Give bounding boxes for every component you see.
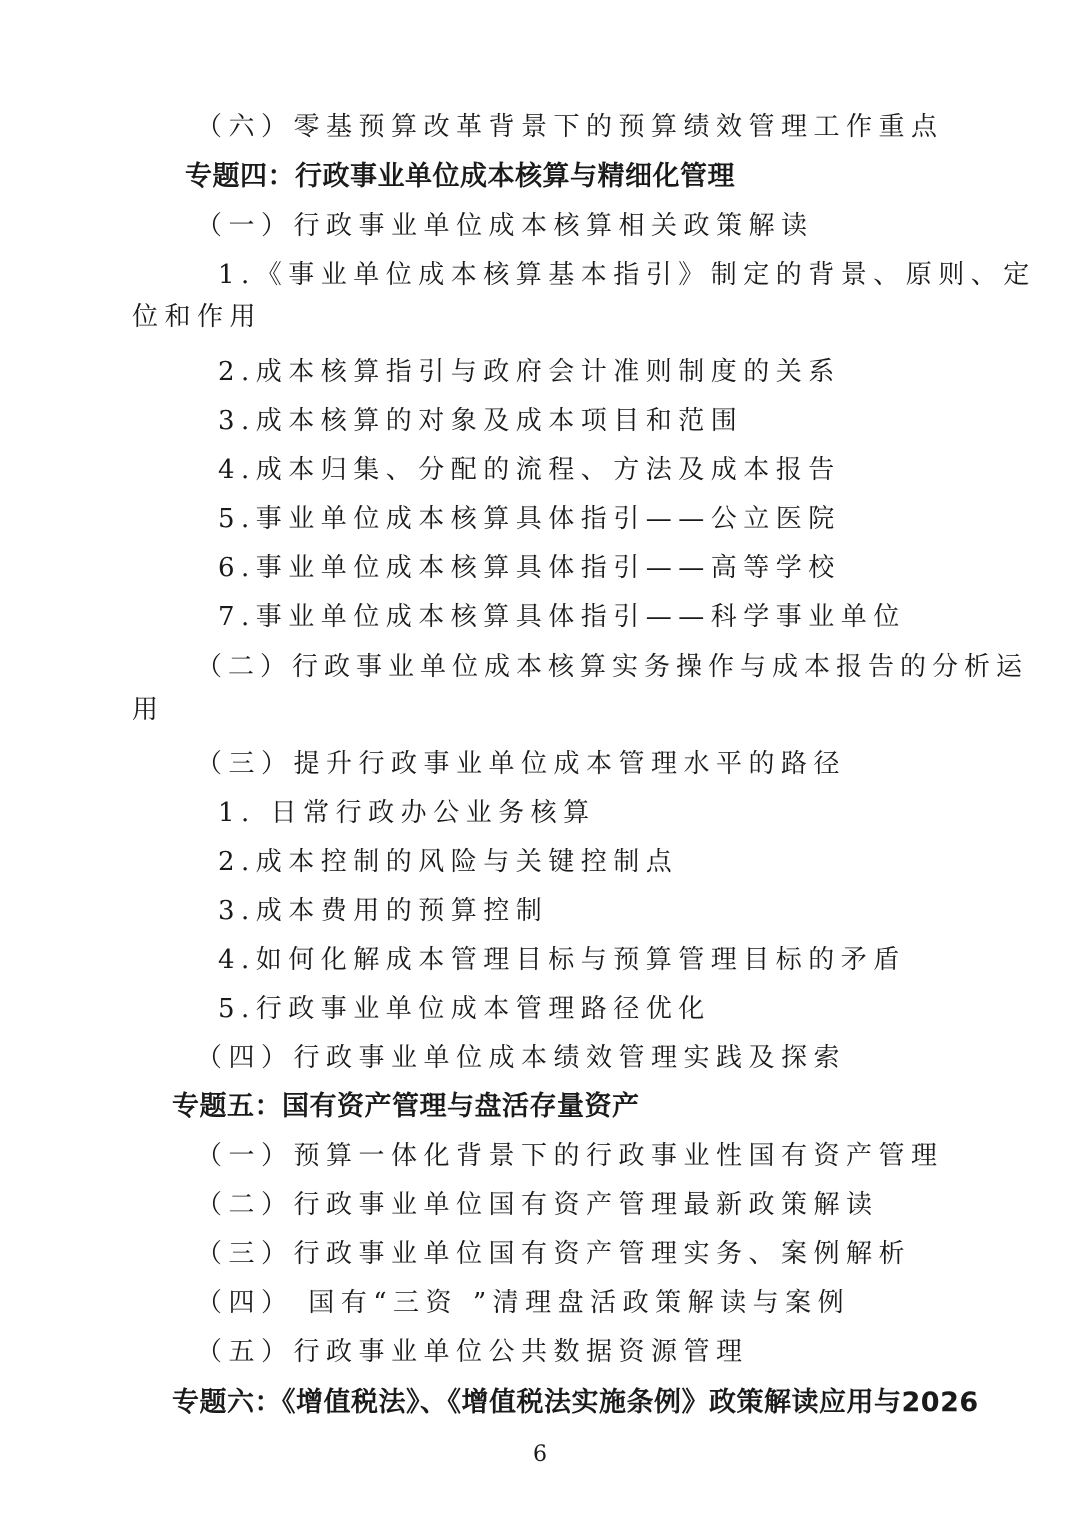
line-17: 3.成本费用的预算控制 <box>218 896 549 926</box>
line-10: 6.事业单位成本核算具体指引——高等学校 <box>218 553 841 583</box>
line-12: （二）行政事业单位成本核算实务操作与成本报告的分析运 <box>196 652 1029 682</box>
line-18: 4.如何化解成本管理目标与预算管理目标的矛盾 <box>218 945 906 975</box>
line-4: 1.《事业单位成本核算基本指引》制定的背景、原则、定 <box>218 260 1036 290</box>
line-23: （二）行政事业单位国有资产管理最新政策解读 <box>196 1190 879 1220</box>
heading-topic-6: 专题六：《增值税法》、《增值税法实施条例》政策解读应用与2026 <box>172 1387 979 1418</box>
line-13: 用 <box>132 695 165 725</box>
line-26: （五）行政事业单位公共数据资源管理 <box>196 1337 749 1367</box>
line-25: （四） 国有“三资 ”清理盘活政策解读与案例 <box>196 1288 851 1318</box>
line-8: 4.成本归集、分配的流程、方法及成本报告 <box>218 455 841 485</box>
line-6: 2.成本核算指引与政府会计准则制度的关系 <box>218 357 841 387</box>
line-16: 2.成本控制的风险与关键控制点 <box>218 847 679 877</box>
line-20: （四）行政事业单位成本绩效管理实践及探索 <box>196 1043 847 1073</box>
page-number: 6 <box>533 1442 547 1467</box>
line-14: （三）提升行政事业单位成本管理水平的路径 <box>196 749 847 779</box>
line-19: 5.行政事业单位成本管理路径优化 <box>218 994 711 1024</box>
heading-topic-5: 专题五：国有资产管理与盘活存量资产 <box>172 1091 640 1122</box>
line-11: 7.事业单位成本核算具体指引——科学事业单位 <box>218 602 906 632</box>
line-24: （三）行政事业单位国有资产管理实务、案例解析 <box>196 1239 912 1269</box>
line-3: （一）行政事业单位成本核算相关政策解读 <box>196 211 814 241</box>
line-15: 1. 日常行政办公业务核算 <box>218 798 596 828</box>
line-7: 3.成本核算的对象及成本项目和范围 <box>218 406 744 436</box>
line-9: 5.事业单位成本核算具体指引——公立医院 <box>218 504 841 534</box>
line-1: （六）零基预算改革背景下的预算绩效管理工作重点 <box>196 112 944 142</box>
heading-topic-4: 专题四：行政事业单位成本核算与精细化管理 <box>185 161 735 192</box>
line-5: 位和作用 <box>132 302 263 332</box>
line-22: （一）预算一体化背景下的行政事业性国有资产管理 <box>196 1141 944 1171</box>
